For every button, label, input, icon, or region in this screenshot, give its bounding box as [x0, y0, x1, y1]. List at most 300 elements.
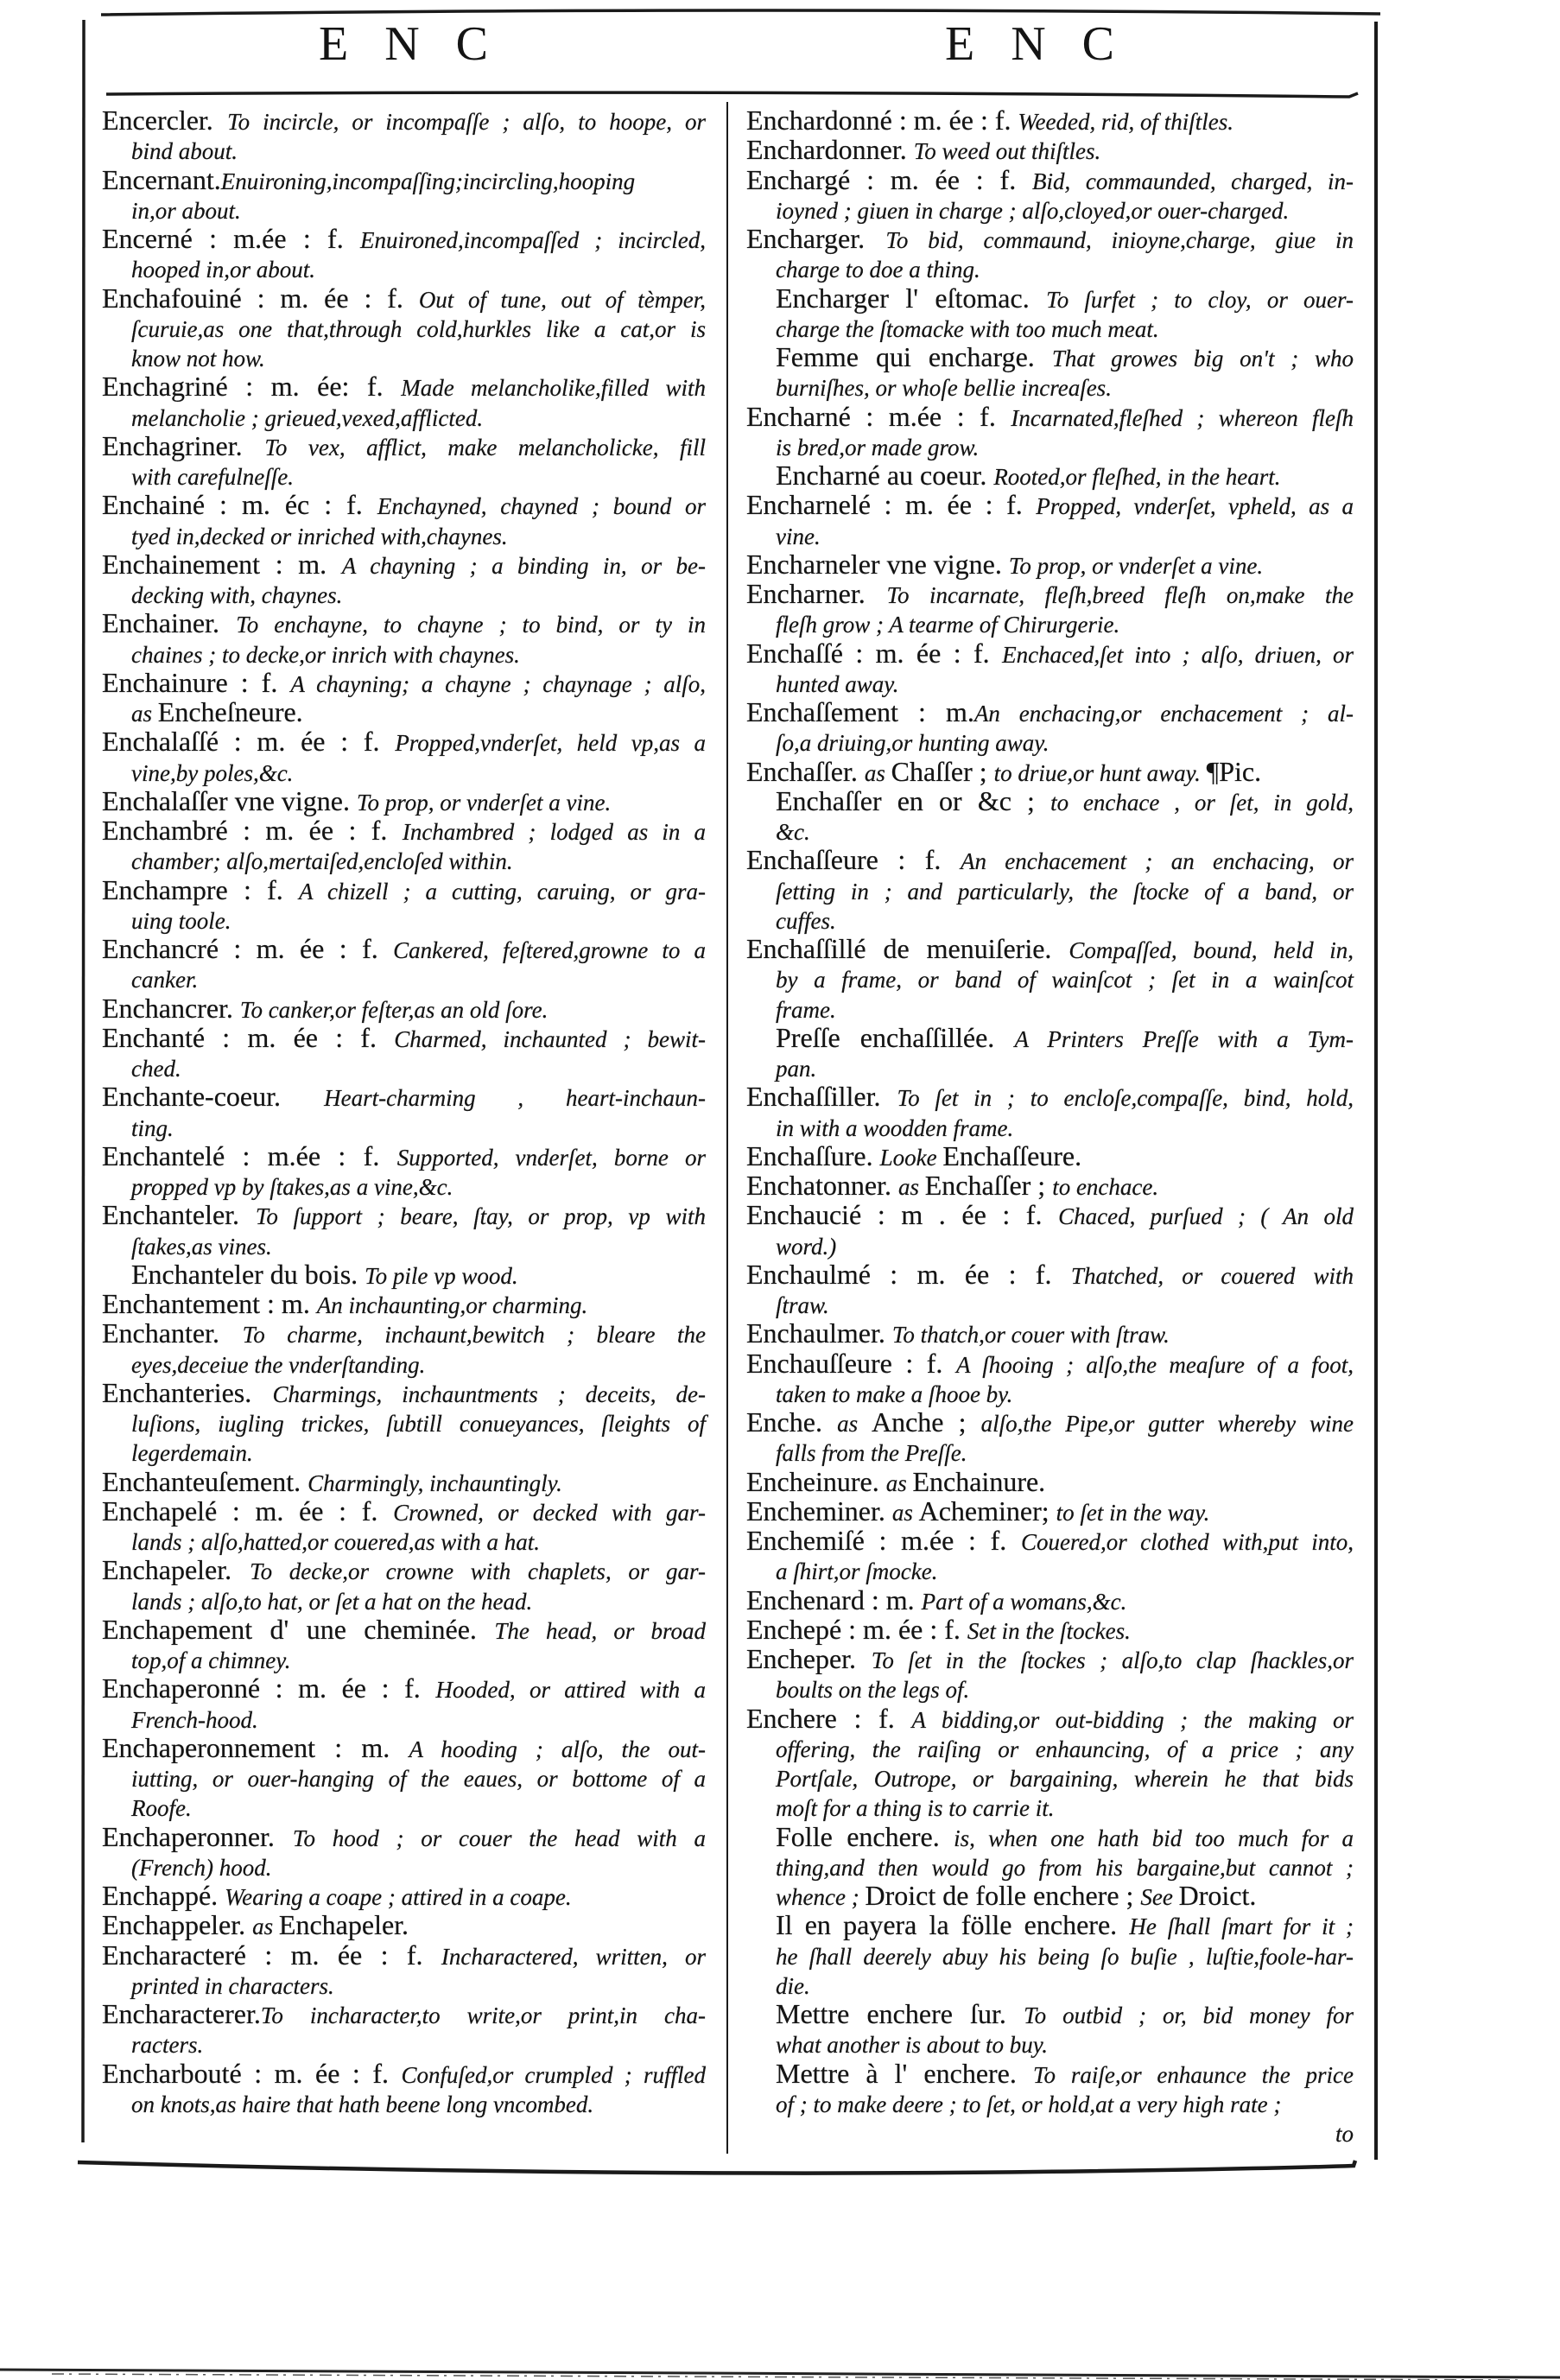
entry-line [746, 1467, 1354, 1496]
entry-line [746, 1615, 1354, 1644]
dictionary-entry [102, 549, 706, 609]
entry-line [102, 786, 706, 816]
sub-entry [746, 283, 1354, 343]
entry-line [102, 727, 706, 756]
entry-line [746, 934, 1354, 963]
english-gloss: ſcuruie,as one that,through cold,hurkles like a cat,or is [131, 315, 706, 342]
english-gloss: A bidding,or out-bidding ; the making or [911, 1706, 1354, 1733]
headword: Enchanteries. [102, 1377, 273, 1407]
dictionary-entry [746, 105, 1354, 135]
english-gloss: An enchacement ; an enchacing, or [960, 848, 1354, 875]
entry-line [746, 371, 1354, 401]
french-text: Droict de folle enchere ; [865, 1881, 1141, 1911]
headword: Enchere : f. [746, 1703, 912, 1733]
headword: Encharacteré : m. ée : f. [102, 1939, 441, 1970]
entry-line [102, 105, 706, 135]
english-gloss: A ſhooing ; alſo,the meaſure of a foot, [955, 1351, 1354, 1378]
sub-entry [746, 460, 1354, 490]
dictionary-entry [102, 1673, 706, 1733]
headword: Enchardonné : m. ée : f. [746, 105, 1018, 136]
english-gloss: To decke,or crowne with chaplets, or gar- [250, 1558, 706, 1585]
dictionary-entry [746, 549, 1354, 579]
entry-line [102, 1260, 706, 1289]
headword: Enchanter. [102, 1318, 243, 1349]
english-gloss: To incharacter,to write,or print,in cha- [260, 2002, 706, 2028]
entry-line [746, 1644, 1354, 1673]
entry-line [746, 963, 1354, 993]
english-gloss: as [885, 1469, 913, 1496]
english-gloss: in,or about. [131, 197, 241, 224]
english-gloss: thing,and then would go from his bargaine,but cannot ; [776, 1854, 1354, 1881]
dictionary-entry [746, 697, 1354, 757]
english-gloss: Crowned, or decked with gar- [393, 1499, 706, 1526]
entry-line [746, 194, 1354, 224]
headword: Enchapement d' une cheminée. [102, 1614, 495, 1644]
english-gloss: Inchambred ; lodged as in a [402, 819, 706, 845]
headword: Enchaſſement : m. [746, 697, 974, 727]
french-text: Enchapeler. [278, 1910, 409, 1940]
english-gloss: Enuironed,incompaſſed ; incircled, [360, 227, 706, 253]
headword: Enchainer. [102, 608, 237, 638]
english-gloss: Cankered, feſtered,growne to a [393, 937, 706, 963]
english-gloss: Incharactered, written, or [441, 1943, 706, 1970]
english-gloss: fleſh grow ; A tearme of Chirurgerie. [776, 612, 1120, 638]
entry-line [102, 608, 706, 638]
entry-line [102, 697, 706, 727]
entry-line [102, 875, 706, 904]
sub-entry [746, 1999, 1354, 2059]
entry-line [102, 1673, 706, 1703]
entry-line [102, 1615, 706, 1644]
dictionary-entry [102, 224, 706, 283]
english-gloss: A hooding ; alſo, the out- [409, 1736, 706, 1762]
dictionary-entry [102, 1940, 706, 2000]
entry-line [746, 313, 1354, 342]
entry-line [746, 1171, 1354, 1200]
english-gloss: To thatch,or couer with ſtraw. [891, 1322, 1170, 1349]
headword: Enchargé : m. ée : f. [746, 164, 1033, 194]
entry-line [102, 520, 706, 549]
entry-line [746, 2028, 1354, 2058]
english-gloss: in with a woodden frame. [776, 1114, 1014, 1141]
entry-line [746, 786, 1354, 816]
dictionary-entry [102, 165, 706, 225]
english-gloss: To vex, afflict, make melancholicke, fill [264, 434, 706, 460]
headword: Enchanteuſement. [102, 1466, 308, 1496]
dictionary-entry [102, 1378, 706, 1467]
headword: Enchagriné : m. ée: f. [102, 371, 402, 402]
headword: Encheinure. [746, 1466, 886, 1496]
dictionary-entry [102, 608, 706, 668]
dictionary-entry [102, 1822, 706, 1882]
headword: Encharné : m.ée : f. [746, 401, 1011, 431]
dictionary-entry [102, 371, 706, 431]
running-head-right: E N C [945, 17, 1126, 71]
dictionary-entry [102, 1289, 706, 1318]
english-gloss: Weeded, rid, of thiſtles. [1018, 109, 1234, 135]
headword: Enchanté : m. ée : f. [102, 1022, 395, 1052]
catchword [746, 2117, 1354, 2147]
english-gloss: To incarnate, fleſh,breed fleſh on,make the [886, 582, 1354, 608]
entry-line [746, 1082, 1354, 1111]
english-gloss: melancholie ; grieued,vexed,afflicted. [131, 404, 484, 431]
entry-line [102, 1555, 706, 1584]
french-text: Encheſneure. [157, 697, 303, 727]
entry-line [746, 402, 1354, 431]
english-gloss: Thatched, or couered with [1070, 1262, 1354, 1289]
english-gloss: Charmings, inchauntments ; deceits, de- [272, 1380, 706, 1407]
english-gloss: To prop, or vnderſet a vine. [1008, 552, 1264, 579]
sub-entry [746, 1910, 1354, 1999]
english-gloss: To ſet in the ſtockes ; alſo,to clap ſhackles,or [871, 1647, 1354, 1673]
entry-line [102, 816, 706, 845]
dictionary-entry [746, 1200, 1354, 1260]
entry-line [746, 342, 1354, 371]
headword: Enchauſſeure : f. [746, 1348, 956, 1378]
entry-line [102, 1141, 706, 1171]
dictionary-entry [746, 579, 1354, 638]
dictionary-entry [102, 934, 706, 993]
entry-line [102, 460, 706, 490]
headword: Enchambré : m. ée : f. [102, 816, 403, 846]
entry-line [102, 1230, 706, 1260]
english-gloss: Wearing a coape ; attired in a coape. [225, 1884, 572, 1910]
headword: Enchaperonnement : m. [102, 1732, 409, 1762]
english-gloss: To hood ; or couer the head with a [292, 1825, 706, 1851]
headword: Enchepé : m. ée : f. [746, 1614, 967, 1644]
entry-line [102, 1052, 706, 1082]
english-gloss: Enchayned, chayned ; bound or [377, 493, 706, 520]
english-gloss: decking with, chaynes. [131, 582, 343, 608]
dictionary-entry [746, 490, 1354, 549]
english-gloss: boults on the legs of. [776, 1677, 970, 1704]
entry-line [746, 1260, 1354, 1289]
english-gloss: burniſhes, or whoſe bellie increaſes. [776, 375, 1112, 402]
headword: Enchaſſiller. [746, 1082, 897, 1112]
english-gloss: Chaced, purſued ; ( An old [1058, 1203, 1354, 1230]
entry-line [102, 1407, 706, 1437]
english-gloss: pan. [776, 1056, 817, 1082]
headword: Encharner. [746, 579, 887, 609]
english-gloss: To bid, commaund, inioyne,charge, giue in [885, 227, 1354, 253]
english-gloss: See [1140, 1884, 1179, 1910]
english-gloss: A chayning ; a binding in, or be- [341, 552, 706, 579]
english-gloss: Propped,vnderſet, held vp,as a [395, 730, 706, 757]
dictionary-entry [102, 1023, 706, 1082]
english-gloss: as [252, 1914, 279, 1940]
english-gloss: Portſale, Outrope, or bargaining, wherein he that bids [776, 1766, 1354, 1792]
headword: Encharger. [746, 224, 886, 254]
entry-line [746, 1407, 1354, 1437]
entry-line [102, 1762, 706, 1792]
top-border-rule [101, 10, 1380, 15]
dictionary-entry [102, 1318, 706, 1378]
english-gloss: Supported, vnderſet, borne or [396, 1144, 706, 1171]
english-gloss: ioyned ; giuen in charge ; alſo,cloyed,or ouer-charged. [776, 197, 1290, 224]
entry-line [746, 1999, 1354, 2028]
dictionary-entry [746, 1585, 1354, 1615]
english-gloss: ſtraw. [776, 1292, 829, 1318]
entry-line [102, 668, 706, 697]
headword: Mettre à l' enchere. [776, 2058, 1033, 2088]
headword: Enchaſſer en or &c ; [776, 785, 1051, 816]
entry-line [746, 1822, 1354, 1851]
dictionary-entry [102, 1615, 706, 1674]
dictionary-entry [746, 638, 1354, 698]
dictionary-entry [746, 1496, 1354, 1526]
english-gloss: eyes,deceiue the vnderſtanding. [131, 1351, 426, 1378]
entry-line [746, 1851, 1354, 1881]
english-gloss: Set in the ſtockes. [967, 1617, 1131, 1644]
sub-entry [746, 1023, 1354, 1082]
headword: Enchaulmer. [746, 1318, 892, 1349]
left-column [102, 105, 706, 2117]
english-gloss: to ſet in the way. [1056, 1499, 1210, 1526]
headword: Enchainement : m. [102, 549, 342, 579]
english-gloss: To prop, or vnderſet a vine. [356, 789, 612, 816]
dictionary-entry [746, 934, 1354, 1023]
entry-line [102, 1112, 706, 1141]
headword: Il en payera la fölle enchere. [776, 1910, 1130, 1940]
entry-line [746, 1881, 1354, 1910]
entry-line [102, 1289, 706, 1318]
entry-line [746, 1673, 1354, 1703]
english-gloss: To incircle, or incompaſſe ; alſo, to hoope, or [227, 109, 706, 135]
entry-line [102, 490, 706, 519]
english-gloss: tyed in,decked or inriched with,chaynes. [131, 523, 508, 549]
entry-line [102, 845, 706, 874]
sub-entry [746, 1822, 1354, 1911]
entry-line [102, 1526, 706, 1555]
english-gloss: printed in characters. [131, 1972, 334, 1999]
right-column [746, 105, 1354, 2147]
entry-line [746, 845, 1354, 874]
dictionary-entry [746, 757, 1354, 786]
dictionary-entry [746, 1171, 1354, 1200]
english-gloss: Charmingly, inchauntingly. [308, 1469, 562, 1496]
english-gloss: To ſet in ; to encloſe,compaſſe, bind, hold, [897, 1085, 1354, 1112]
entry-line [746, 904, 1354, 934]
french-text: Droict. [1178, 1881, 1257, 1911]
english-gloss: Confuſed,or crumpled ; ruffled [401, 2061, 706, 2088]
dictionary-entry [102, 993, 706, 1023]
english-gloss: top,of a chimney. [131, 1647, 291, 1673]
entry-line [102, 1082, 706, 1111]
english-gloss: is, when one hath bid too much for a [954, 1825, 1354, 1851]
english-gloss: A chayning; a chayne ; chaynage ; alſo, [290, 670, 706, 697]
entry-line [746, 1141, 1354, 1171]
headword: Enchaulmé : m. ée : f. [746, 1259, 1071, 1289]
entry-line [102, 1171, 706, 1200]
sub-entry [746, 2059, 1354, 2118]
dictionary-entry [746, 135, 1354, 164]
headword: Enchafouiné : m. ée : f. [102, 282, 419, 313]
english-gloss: racters. [131, 2032, 204, 2059]
dictionary-entry [102, 283, 706, 372]
entry-line [102, 1970, 706, 1999]
english-gloss: word.) [776, 1233, 837, 1260]
entry-line [746, 1762, 1354, 1792]
entry-line [102, 253, 706, 282]
sub-entry [746, 342, 1354, 402]
entry-line [102, 2088, 706, 2117]
dictionary-entry [746, 1141, 1354, 1171]
entry-line [746, 579, 1354, 608]
dictionary-entry [102, 727, 706, 786]
headword: Encerné : m.ée : f. [102, 224, 360, 254]
english-gloss: of ; to make deere ; to ſet, or hold,at a very high rate ; [776, 2091, 1282, 2117]
headword: Enchante-coeur. [102, 1082, 325, 1112]
headword: Encercler. [102, 105, 228, 136]
headword: Enche. [746, 1407, 838, 1438]
headword: Enchanteler du bois. [131, 1259, 365, 1289]
entry-line [102, 1023, 706, 1052]
dictionary-entry [746, 1467, 1354, 1496]
english-gloss: frame. [776, 996, 836, 1023]
headword: Enchantement : m. [102, 1289, 317, 1319]
english-gloss: Propped, vnderſet, vpheld, as a [1036, 493, 1354, 520]
english-gloss: vine. [776, 523, 821, 549]
header-rule [106, 92, 1358, 97]
running-head-left: E N C [319, 17, 500, 71]
english-gloss: Looke [879, 1144, 943, 1171]
entry-line [102, 549, 706, 579]
english-gloss: know not how. [131, 346, 265, 371]
english-gloss: Made melancholike,filled with [401, 375, 706, 402]
english-gloss: An enchacing,or enchacement ; al- [973, 701, 1354, 727]
english-gloss: A chizell ; a cutting, caruing, or gra- [299, 878, 706, 904]
entry-line [746, 224, 1354, 253]
entry-line [746, 135, 1354, 164]
headword: Encharbouté : m. ée : f. [102, 2058, 402, 2088]
english-gloss: ched. [131, 1056, 181, 1082]
entry-line [102, 342, 706, 371]
dictionary-entry [102, 668, 706, 727]
dictionary-entry [746, 1260, 1354, 1319]
dictionary-entry [102, 1496, 706, 1556]
headword: Enchagriner. [102, 430, 265, 460]
entry-line [746, 816, 1354, 845]
entry-line [102, 1467, 706, 1496]
entry-line [102, 1496, 706, 1526]
headword: Enchancré : m. ée : f. [102, 934, 394, 964]
entry-line [102, 1792, 706, 1821]
dictionary-entry [102, 875, 706, 935]
entry-line [746, 1112, 1354, 1141]
english-gloss: Enuironing,incompaſſing;incircling,hooping [220, 168, 636, 194]
headword: Enchappeler. [102, 1910, 253, 1940]
english-gloss: ting. [131, 1114, 174, 1141]
entry-line [102, 224, 706, 253]
headword: Enchaperonné : m. ée : f. [102, 1673, 436, 1704]
english-gloss: luſions, iugling trickes, ſubtill conueyances, ſleights of [131, 1411, 706, 1437]
english-gloss: what another is about to buy. [776, 2032, 1049, 2059]
english-gloss: Bid, commaunded, charged, in- [1032, 168, 1354, 194]
english-gloss: French-hood. [131, 1706, 258, 1733]
headword: Enchainé : m. éc : f. [102, 490, 377, 520]
headword: Enchaſſeure : f. [746, 845, 961, 875]
entry-line [746, 668, 1354, 697]
english-gloss: To charme, inchaunt,bewitch ; bleare the [242, 1322, 706, 1349]
entry-line [102, 1881, 706, 1910]
french-text: Enchaſſeure. [942, 1140, 1082, 1171]
entry-line [746, 1733, 1354, 1762]
english-gloss: To canker,or feſter,as an old ſore. [239, 996, 549, 1023]
entry-line [746, 1792, 1354, 1821]
dictionary-entry [102, 105, 706, 165]
headword: Femme qui encharge. [776, 342, 1052, 372]
entry-line [102, 1851, 706, 1881]
headword: Folle enchere. [776, 1821, 954, 1851]
english-gloss: to driue,or hunt away. [993, 759, 1207, 786]
dictionary-entry [746, 224, 1354, 283]
english-gloss: ſtakes,as vines. [131, 1233, 272, 1260]
english-gloss: Part of a womans,&c. [921, 1588, 1127, 1615]
english-gloss: moſt for a thing is to carrie it. [776, 1795, 1055, 1822]
entry-line [746, 1023, 1354, 1052]
entry-line [102, 313, 706, 342]
english-gloss: Roofe. [131, 1795, 192, 1822]
english-gloss: hooped in,or about. [131, 257, 315, 283]
entry-line [746, 1704, 1354, 1733]
english-gloss: To ſurfet ; to cloy, or ouer- [1046, 286, 1354, 313]
english-gloss: A Printers Preſſe with a Tym- [1014, 1025, 1354, 1052]
english-gloss: chaines ; to decke,or inrich with chaynes. [131, 641, 520, 668]
entry-line [102, 135, 706, 164]
english-gloss: The head, or broad [494, 1617, 706, 1644]
headword: Encheper. [746, 1644, 872, 1674]
entry-line [102, 1378, 706, 1407]
french-text: Enchaſſer ; [924, 1171, 1053, 1201]
entry-line [102, 402, 706, 431]
entry-line [746, 1230, 1354, 1260]
dictionary-entry [102, 1141, 706, 1201]
dictionary-entry [746, 1407, 1354, 1467]
english-gloss: To pile vp wood. [365, 1262, 518, 1289]
english-gloss: to enchace. [1052, 1174, 1159, 1200]
entry-line [746, 1289, 1354, 1318]
headword: Enchardonner. [746, 135, 914, 165]
headword: Enchaſſillé de menuiſerie. [746, 934, 1069, 964]
headword: Enchalaſſé : m. ée : f. [102, 727, 396, 757]
dictionary-entry [746, 1349, 1354, 1408]
dictionary-entry [102, 431, 706, 491]
english-gloss: as [131, 701, 158, 727]
headword: Enchemiſé : m.ée : f. [746, 1526, 1021, 1556]
headword: Enchapeler. [102, 1555, 250, 1585]
dictionary-entry [746, 1644, 1354, 1704]
entry-line [746, 697, 1354, 727]
entry-line [746, 165, 1354, 194]
english-gloss: canker. [131, 967, 199, 993]
headword: Enchaperonner. [102, 1821, 293, 1851]
entry-line [746, 1585, 1354, 1615]
entry-line [746, 105, 1354, 135]
english-gloss: propped vp by ſtakes,as a vine,&c. [131, 1174, 453, 1200]
headword: Enchalaſſer vne vigne. [102, 785, 357, 816]
entry-line [102, 1437, 706, 1466]
entry-line [746, 1970, 1354, 1999]
entry-line [746, 460, 1354, 490]
english-gloss: &c. [776, 819, 810, 845]
english-gloss: as [891, 1499, 919, 1526]
entry-line [102, 1940, 706, 1970]
entry-line [746, 727, 1354, 756]
english-gloss: Out of tune, out of tèmper, [418, 286, 706, 313]
headword: Encharger l' eſtomac. [776, 282, 1047, 313]
english-gloss: An inchaunting,or charming. [316, 1292, 588, 1318]
entry-line [746, 431, 1354, 460]
